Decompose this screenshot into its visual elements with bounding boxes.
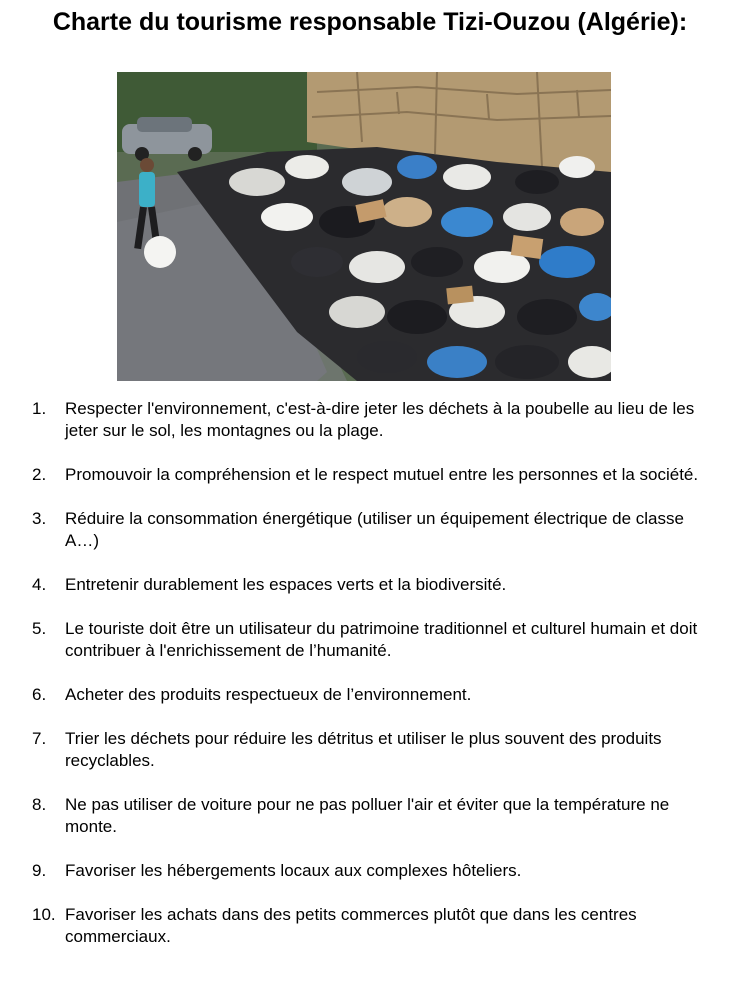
charter-item-text: Réduire la consommation énergétique (utiliser un équipement électrique de classe A…) — [65, 509, 684, 550]
charter-item-text: Favoriser les achats dans des petits commerces plutôt que dans les centres commerciaux. — [65, 905, 637, 946]
charter-item-number: 10. — [32, 905, 56, 924]
charter-item — [32, 398, 712, 442]
charter-item-text: Favoriser les hébergements locaux aux complexes hôteliers. — [65, 861, 522, 880]
charter-item-number: 7. — [32, 729, 47, 748]
charter-item-text: Le touriste doit être un utilisateur du patrimoine traditionnel et culturel humain et doit contribuer à l'enrichissement de l’humanité. — [65, 619, 698, 660]
charter-item-number: 3. — [32, 509, 47, 528]
charter-item-number: 2. — [32, 465, 47, 484]
charter-item-number: 9. — [32, 861, 47, 880]
charter-item — [32, 860, 712, 882]
charter-item-number: 5. — [32, 619, 47, 638]
document-title: Charte du tourisme responsable Tizi-Ouzou (Algérie): — [52, 8, 688, 36]
garbage-street-photo — [117, 72, 611, 381]
charter-item — [32, 728, 712, 772]
charter-item-text: Respecter l'environnement, c'est-à-dire jeter les déchets à la poubelle au lieu de les jeter sur le sol, les montagnes ou la plage. — [65, 399, 695, 440]
charter-item-text: Promouvoir la compréhension et le respect mutuel entre les personnes et la société. — [65, 465, 699, 484]
charter-item-number: 4. — [32, 575, 47, 594]
charter-item-number: 6. — [32, 685, 47, 704]
charter-item-text: Acheter des produits respectueux de l’environnement. — [65, 685, 472, 704]
charter-item-number: 8. — [32, 795, 47, 814]
charter-item-text: Entretenir durablement les espaces verts et la biodiversité. — [65, 575, 507, 594]
charter-item — [32, 684, 712, 706]
charter-item-text: Ne pas utiliser de voiture pour ne pas polluer l'air et éviter que la température ne monte. — [65, 795, 670, 836]
charter-list — [32, 398, 712, 970]
charter-item — [32, 794, 712, 838]
charter-item — [32, 574, 712, 596]
charter-item — [32, 618, 712, 662]
charter-item — [32, 508, 712, 552]
charter-item — [32, 904, 712, 948]
charter-item-text: Trier les déchets pour réduire les détritus et utiliser le plus souvent des produits recyclables. — [65, 729, 662, 770]
charter-item — [32, 464, 712, 486]
charter-item-number: 1. — [32, 399, 47, 418]
